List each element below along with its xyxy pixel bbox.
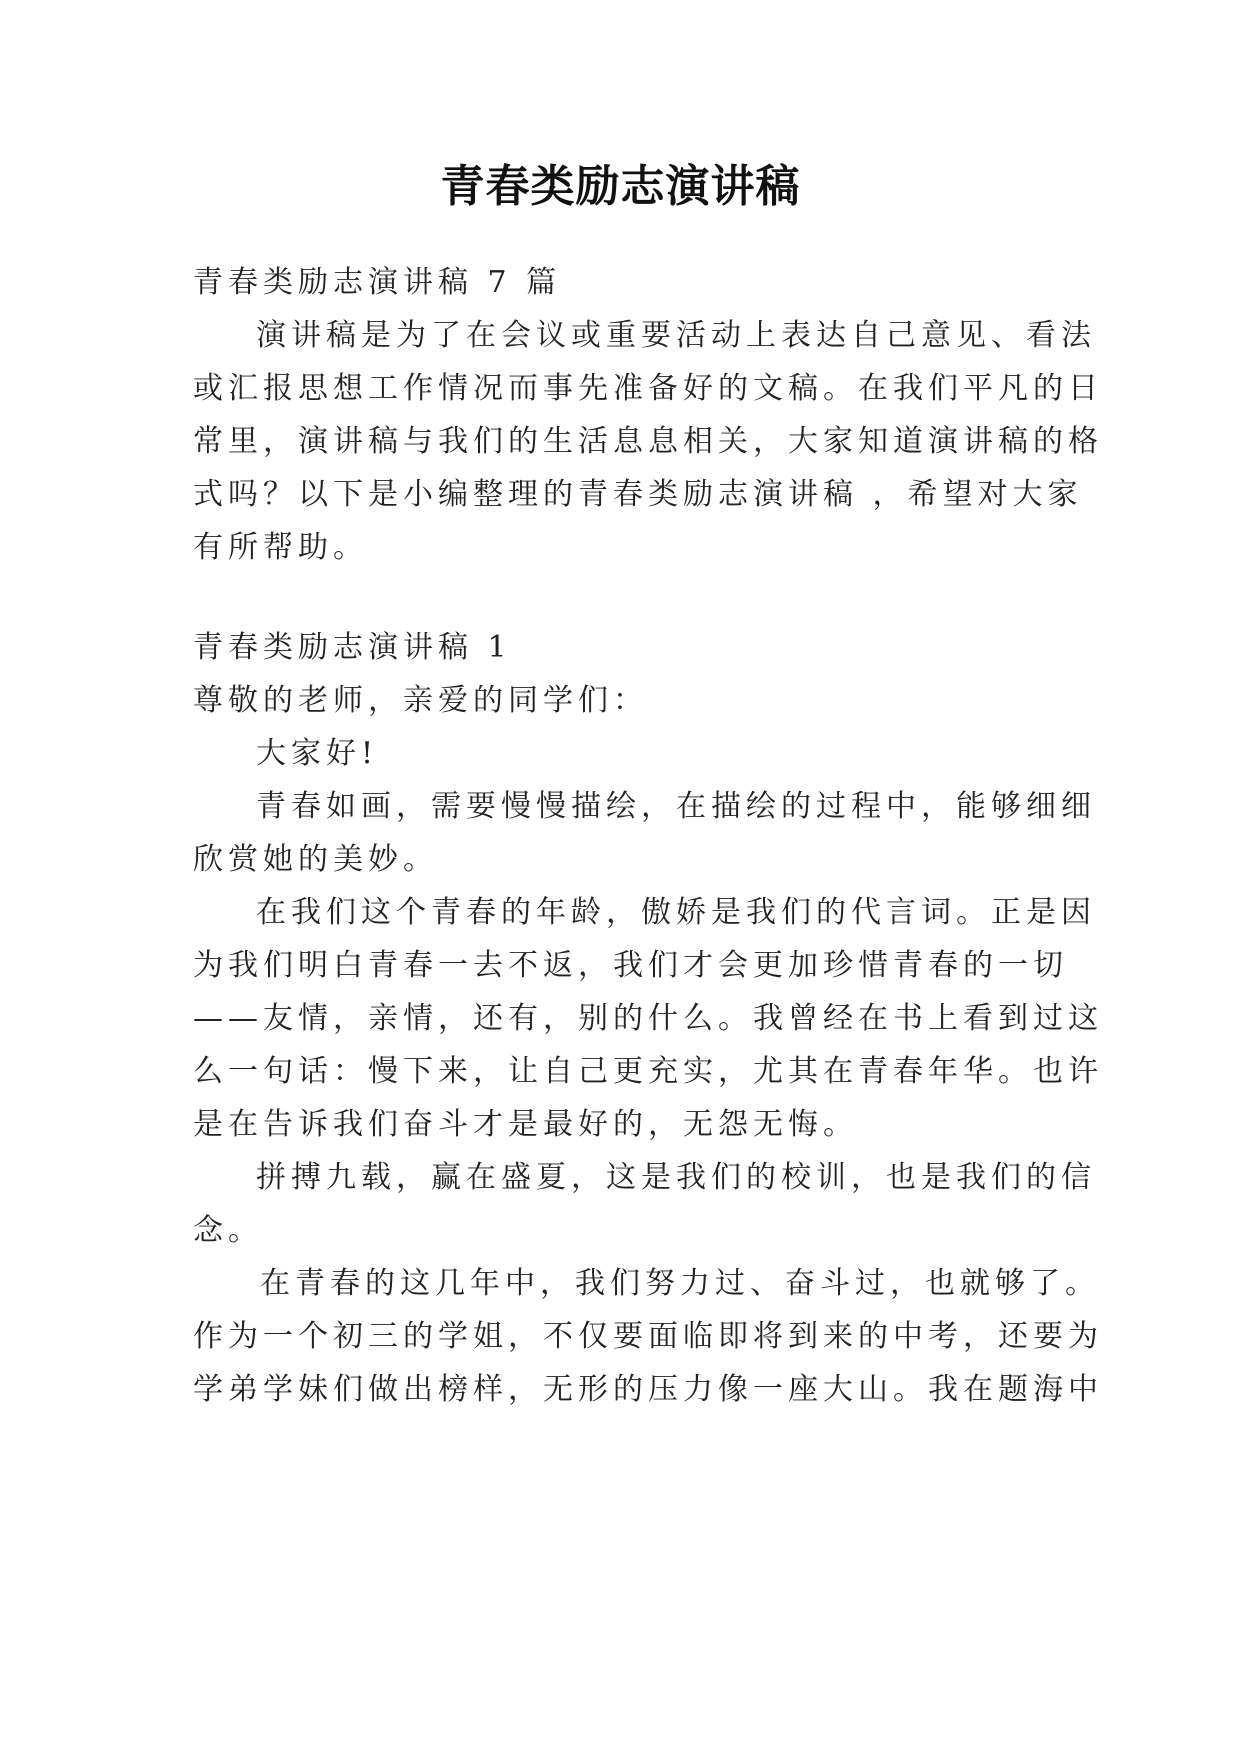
- paragraph-line: 学弟学妹们做出榜样，无形的压力像一座大山。我在题海中: [193, 1372, 1103, 1407]
- intro-line: 有所帮助。: [193, 530, 368, 565]
- paragraph-line: 在我们这个青春的年龄，傲娇是我们的代言词。正是因: [256, 895, 1096, 930]
- paragraph-line: 欣赏她的美妙。: [193, 842, 438, 877]
- paragraph-line: 拼搏九载，赢在盛夏，这是我们的校训，也是我们的信: [256, 1160, 1096, 1195]
- paragraph-line: 念。: [193, 1213, 263, 1248]
- paragraph-line: 是在告诉我们奋斗才是最好的，无怨无悔。: [193, 1107, 858, 1142]
- paragraph-line: 为我们明白青春一去不返，我们才会更加珍惜青春的一切: [193, 948, 1068, 983]
- greeting: 大家好!: [256, 736, 379, 771]
- paragraph-line: 青春如画，需要慢慢描绘，在描绘的过程中，能够细细: [256, 789, 1096, 824]
- salutation: 尊敬的老师，亲爱的同学们：: [193, 683, 648, 718]
- paragraph-line: 作为一个初三的学姐，不仅要面临即将到来的中考，还要为: [193, 1319, 1103, 1354]
- paragraph-line: 在青春的这几年中，我们努力过、奋斗过，也就够了。: [260, 1266, 1100, 1301]
- intro-line: 常里，演讲稿与我们的生活息息相关，大家知道演讲稿的格: [193, 424, 1103, 459]
- paragraph-line: 么一句话：慢下来，让自己更充实，尤其在青春年华。也许: [193, 1054, 1103, 1089]
- section-heading-1: 青春类励志演讲稿 1: [193, 630, 512, 665]
- intro-line: 式吗？以下是小编整理的青春类励志演讲稿 ，希望对大家: [193, 477, 1083, 512]
- main-heading: 青春类励志演讲稿 7 篇: [193, 265, 562, 300]
- document-title: 青春类励志演讲稿: [440, 161, 801, 212]
- intro-line: 演讲稿是为了在会议或重要活动上表达自己意见、看法: [256, 318, 1096, 353]
- paragraph-line: ——友情，亲情，还有，别的什么。我曾经在书上看到过这: [193, 1001, 1103, 1036]
- intro-line: 或汇报思想工作情况而事先准备好的文稿。在我们平凡的日: [193, 371, 1103, 406]
